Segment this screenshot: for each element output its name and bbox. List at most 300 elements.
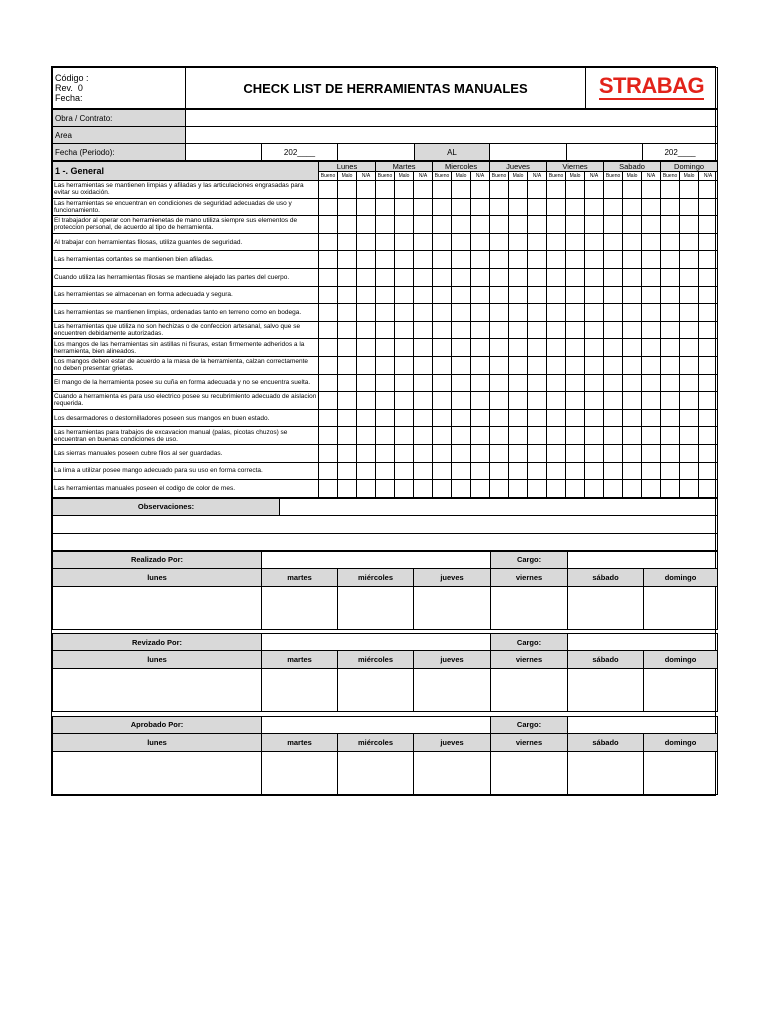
check-cell[interactable] — [338, 356, 357, 374]
check-cell[interactable] — [528, 409, 547, 427]
check-cell[interactable] — [623, 462, 642, 480]
check-cell[interactable] — [680, 462, 699, 480]
check-cell[interactable] — [661, 286, 680, 304]
check-cell[interactable] — [433, 216, 452, 234]
check-cell[interactable] — [566, 427, 585, 445]
check-cell[interactable] — [319, 444, 338, 462]
check-cell[interactable] — [376, 233, 395, 251]
check-cell[interactable] — [376, 356, 395, 374]
check-cell[interactable] — [661, 427, 680, 445]
check-cell[interactable] — [433, 321, 452, 339]
check-cell[interactable] — [623, 392, 642, 410]
check-cell[interactable] — [357, 216, 376, 234]
check-cell[interactable] — [623, 286, 642, 304]
check-cell[interactable] — [319, 198, 338, 216]
area-field[interactable] — [186, 127, 718, 144]
check-cell[interactable] — [452, 251, 471, 269]
signature-name-field[interactable] — [262, 716, 491, 733]
check-cell[interactable] — [414, 321, 433, 339]
check-cell[interactable] — [338, 409, 357, 427]
obra-field[interactable] — [186, 110, 718, 127]
check-cell[interactable] — [319, 480, 338, 498]
check-cell[interactable] — [395, 409, 414, 427]
signature-box[interactable] — [568, 751, 644, 794]
check-cell[interactable] — [566, 480, 585, 498]
check-cell[interactable] — [338, 462, 357, 480]
check-cell[interactable] — [547, 444, 566, 462]
signature-box[interactable] — [568, 669, 644, 712]
fecha-blank-4[interactable] — [567, 144, 643, 161]
check-cell[interactable] — [471, 339, 490, 357]
check-cell[interactable] — [509, 286, 528, 304]
check-cell[interactable] — [566, 181, 585, 199]
check-cell[interactable] — [414, 480, 433, 498]
check-cell[interactable] — [604, 268, 623, 286]
check-cell[interactable] — [490, 427, 509, 445]
check-cell[interactable] — [319, 233, 338, 251]
check-cell[interactable] — [623, 444, 642, 462]
check-cell[interactable] — [452, 321, 471, 339]
check-cell[interactable] — [566, 233, 585, 251]
check-cell[interactable] — [661, 392, 680, 410]
year-to[interactable]: 202____ — [643, 144, 718, 161]
check-cell[interactable] — [528, 233, 547, 251]
check-cell[interactable] — [547, 268, 566, 286]
check-cell[interactable] — [338, 374, 357, 392]
year-from[interactable]: 202____ — [262, 144, 338, 161]
check-cell[interactable] — [471, 409, 490, 427]
check-cell[interactable] — [528, 286, 547, 304]
check-cell[interactable] — [509, 427, 528, 445]
check-cell[interactable] — [528, 251, 547, 269]
cargo-field[interactable] — [568, 551, 718, 568]
check-cell[interactable] — [471, 286, 490, 304]
check-cell[interactable] — [338, 392, 357, 410]
check-cell[interactable] — [471, 251, 490, 269]
check-cell[interactable] — [357, 251, 376, 269]
check-cell[interactable] — [623, 181, 642, 199]
check-cell[interactable] — [680, 268, 699, 286]
check-cell[interactable] — [566, 374, 585, 392]
check-cell[interactable] — [528, 268, 547, 286]
check-cell[interactable] — [319, 216, 338, 234]
check-cell[interactable] — [509, 444, 528, 462]
check-cell[interactable] — [566, 409, 585, 427]
check-cell[interactable] — [395, 392, 414, 410]
check-cell[interactable] — [509, 181, 528, 199]
check-cell[interactable] — [471, 462, 490, 480]
check-cell[interactable] — [376, 251, 395, 269]
check-cell[interactable] — [680, 198, 699, 216]
check-cell[interactable] — [395, 233, 414, 251]
check-cell[interactable] — [376, 339, 395, 357]
check-cell[interactable] — [566, 339, 585, 357]
check-cell[interactable] — [699, 268, 718, 286]
check-cell[interactable] — [376, 321, 395, 339]
check-cell[interactable] — [528, 198, 547, 216]
check-cell[interactable] — [395, 339, 414, 357]
check-cell[interactable] — [414, 251, 433, 269]
check-cell[interactable] — [642, 480, 661, 498]
check-cell[interactable] — [414, 304, 433, 322]
check-cell[interactable] — [699, 409, 718, 427]
check-cell[interactable] — [661, 339, 680, 357]
check-cell[interactable] — [509, 392, 528, 410]
check-cell[interactable] — [509, 480, 528, 498]
check-cell[interactable] — [433, 374, 452, 392]
signature-box[interactable] — [338, 669, 414, 712]
check-cell[interactable] — [699, 321, 718, 339]
check-cell[interactable] — [528, 427, 547, 445]
signature-box[interactable] — [53, 669, 262, 712]
check-cell[interactable] — [623, 251, 642, 269]
check-cell[interactable] — [319, 304, 338, 322]
check-cell[interactable] — [452, 480, 471, 498]
check-cell[interactable] — [414, 462, 433, 480]
check-cell[interactable] — [642, 374, 661, 392]
check-cell[interactable] — [471, 356, 490, 374]
check-cell[interactable] — [566, 304, 585, 322]
check-cell[interactable] — [433, 251, 452, 269]
signature-box[interactable] — [491, 669, 568, 712]
cargo-field[interactable] — [568, 634, 718, 651]
check-cell[interactable] — [357, 480, 376, 498]
check-cell[interactable] — [680, 181, 699, 199]
check-cell[interactable] — [395, 268, 414, 286]
check-cell[interactable] — [509, 409, 528, 427]
signature-box[interactable] — [338, 751, 414, 794]
check-cell[interactable] — [680, 356, 699, 374]
check-cell[interactable] — [433, 181, 452, 199]
check-cell[interactable] — [623, 480, 642, 498]
signature-box[interactable] — [338, 586, 414, 629]
check-cell[interactable] — [623, 198, 642, 216]
check-cell[interactable] — [414, 233, 433, 251]
signature-box[interactable] — [568, 586, 644, 629]
check-cell[interactable] — [528, 392, 547, 410]
check-cell[interactable] — [585, 374, 604, 392]
check-cell[interactable] — [471, 216, 490, 234]
check-cell[interactable] — [547, 409, 566, 427]
check-cell[interactable] — [357, 444, 376, 462]
check-cell[interactable] — [528, 304, 547, 322]
check-cell[interactable] — [585, 427, 604, 445]
check-cell[interactable] — [433, 409, 452, 427]
check-cell[interactable] — [452, 268, 471, 286]
check-cell[interactable] — [395, 462, 414, 480]
signature-box[interactable] — [262, 586, 338, 629]
check-cell[interactable] — [490, 444, 509, 462]
check-cell[interactable] — [414, 409, 433, 427]
check-cell[interactable] — [509, 339, 528, 357]
check-cell[interactable] — [376, 181, 395, 199]
check-cell[interactable] — [357, 462, 376, 480]
check-cell[interactable] — [395, 286, 414, 304]
signature-box[interactable] — [262, 669, 338, 712]
check-cell[interactable] — [642, 251, 661, 269]
signature-box[interactable] — [53, 751, 262, 794]
check-cell[interactable] — [509, 198, 528, 216]
check-cell[interactable] — [585, 444, 604, 462]
check-cell[interactable] — [376, 268, 395, 286]
check-cell[interactable] — [509, 268, 528, 286]
check-cell[interactable] — [414, 392, 433, 410]
check-cell[interactable] — [680, 251, 699, 269]
check-cell[interactable] — [661, 268, 680, 286]
check-cell[interactable] — [585, 181, 604, 199]
check-cell[interactable] — [509, 374, 528, 392]
check-cell[interactable] — [414, 268, 433, 286]
check-cell[interactable] — [661, 233, 680, 251]
check-cell[interactable] — [680, 339, 699, 357]
check-cell[interactable] — [471, 427, 490, 445]
check-cell[interactable] — [471, 392, 490, 410]
check-cell[interactable] — [395, 251, 414, 269]
check-cell[interactable] — [585, 216, 604, 234]
check-cell[interactable] — [623, 268, 642, 286]
check-cell[interactable] — [528, 444, 547, 462]
check-cell[interactable] — [604, 444, 623, 462]
check-cell[interactable] — [490, 356, 509, 374]
check-cell[interactable] — [471, 233, 490, 251]
check-cell[interactable] — [452, 233, 471, 251]
check-cell[interactable] — [357, 198, 376, 216]
check-cell[interactable] — [490, 409, 509, 427]
check-cell[interactable] — [680, 409, 699, 427]
check-cell[interactable] — [433, 462, 452, 480]
check-cell[interactable] — [452, 304, 471, 322]
observations-field-2[interactable] — [53, 515, 718, 533]
signature-box[interactable] — [262, 751, 338, 794]
check-cell[interactable] — [642, 427, 661, 445]
check-cell[interactable] — [642, 409, 661, 427]
signature-name-field[interactable] — [262, 551, 491, 568]
check-cell[interactable] — [357, 339, 376, 357]
check-cell[interactable] — [376, 409, 395, 427]
check-cell[interactable] — [661, 216, 680, 234]
check-cell[interactable] — [680, 427, 699, 445]
check-cell[interactable] — [338, 321, 357, 339]
signature-box[interactable] — [644, 586, 718, 629]
check-cell[interactable] — [357, 409, 376, 427]
check-cell[interactable] — [376, 480, 395, 498]
check-cell[interactable] — [509, 216, 528, 234]
check-cell[interactable] — [433, 268, 452, 286]
check-cell[interactable] — [661, 374, 680, 392]
check-cell[interactable] — [566, 198, 585, 216]
fecha-blank-3[interactable] — [490, 144, 567, 161]
check-cell[interactable] — [338, 198, 357, 216]
check-cell[interactable] — [642, 181, 661, 199]
check-cell[interactable] — [528, 339, 547, 357]
check-cell[interactable] — [338, 427, 357, 445]
check-cell[interactable] — [509, 462, 528, 480]
signature-box[interactable] — [491, 751, 568, 794]
check-cell[interactable] — [490, 480, 509, 498]
check-cell[interactable] — [585, 339, 604, 357]
check-cell[interactable] — [699, 233, 718, 251]
check-cell[interactable] — [414, 374, 433, 392]
check-cell[interactable] — [471, 480, 490, 498]
check-cell[interactable] — [642, 321, 661, 339]
check-cell[interactable] — [452, 181, 471, 199]
check-cell[interactable] — [604, 233, 623, 251]
check-cell[interactable] — [642, 304, 661, 322]
check-cell[interactable] — [433, 233, 452, 251]
check-cell[interactable] — [338, 181, 357, 199]
check-cell[interactable] — [528, 321, 547, 339]
check-cell[interactable] — [680, 304, 699, 322]
check-cell[interactable] — [566, 356, 585, 374]
check-cell[interactable] — [414, 216, 433, 234]
check-cell[interactable] — [642, 268, 661, 286]
check-cell[interactable] — [471, 444, 490, 462]
cargo-field[interactable] — [568, 716, 718, 733]
check-cell[interactable] — [452, 462, 471, 480]
check-cell[interactable] — [661, 462, 680, 480]
check-cell[interactable] — [661, 444, 680, 462]
check-cell[interactable] — [395, 321, 414, 339]
check-cell[interactable] — [680, 216, 699, 234]
check-cell[interactable] — [452, 198, 471, 216]
check-cell[interactable] — [680, 321, 699, 339]
check-cell[interactable] — [585, 286, 604, 304]
check-cell[interactable] — [338, 304, 357, 322]
observations-field-1[interactable] — [280, 498, 718, 515]
check-cell[interactable] — [319, 427, 338, 445]
check-cell[interactable] — [547, 251, 566, 269]
check-cell[interactable] — [699, 427, 718, 445]
check-cell[interactable] — [338, 286, 357, 304]
check-cell[interactable] — [604, 409, 623, 427]
check-cell[interactable] — [642, 198, 661, 216]
check-cell[interactable] — [338, 216, 357, 234]
check-cell[interactable] — [604, 462, 623, 480]
check-cell[interactable] — [585, 409, 604, 427]
signature-box[interactable] — [414, 751, 491, 794]
check-cell[interactable] — [566, 216, 585, 234]
check-cell[interactable] — [471, 304, 490, 322]
check-cell[interactable] — [547, 392, 566, 410]
check-cell[interactable] — [319, 409, 338, 427]
check-cell[interactable] — [585, 321, 604, 339]
check-cell[interactable] — [357, 374, 376, 392]
check-cell[interactable] — [642, 286, 661, 304]
check-cell[interactable] — [452, 444, 471, 462]
check-cell[interactable] — [623, 216, 642, 234]
check-cell[interactable] — [490, 392, 509, 410]
check-cell[interactable] — [490, 251, 509, 269]
check-cell[interactable] — [452, 374, 471, 392]
check-cell[interactable] — [604, 356, 623, 374]
check-cell[interactable] — [585, 304, 604, 322]
check-cell[interactable] — [471, 374, 490, 392]
check-cell[interactable] — [604, 339, 623, 357]
check-cell[interactable] — [547, 233, 566, 251]
check-cell[interactable] — [623, 339, 642, 357]
check-cell[interactable] — [604, 321, 623, 339]
check-cell[interactable] — [680, 480, 699, 498]
observations-field-3[interactable] — [53, 533, 718, 550]
check-cell[interactable] — [604, 251, 623, 269]
signature-box[interactable] — [414, 669, 491, 712]
check-cell[interactable] — [680, 444, 699, 462]
signature-box[interactable] — [491, 586, 568, 629]
check-cell[interactable] — [528, 216, 547, 234]
check-cell[interactable] — [566, 286, 585, 304]
check-cell[interactable] — [528, 480, 547, 498]
check-cell[interactable] — [528, 181, 547, 199]
check-cell[interactable] — [319, 251, 338, 269]
check-cell[interactable] — [699, 251, 718, 269]
check-cell[interactable] — [490, 321, 509, 339]
check-cell[interactable] — [376, 286, 395, 304]
check-cell[interactable] — [319, 356, 338, 374]
check-cell[interactable] — [699, 462, 718, 480]
check-cell[interactable] — [319, 339, 338, 357]
check-cell[interactable] — [433, 286, 452, 304]
check-cell[interactable] — [319, 268, 338, 286]
check-cell[interactable] — [357, 286, 376, 304]
check-cell[interactable] — [471, 268, 490, 286]
check-cell[interactable] — [661, 198, 680, 216]
check-cell[interactable] — [547, 304, 566, 322]
fecha-blank-1[interactable] — [186, 144, 262, 161]
check-cell[interactable] — [699, 286, 718, 304]
check-cell[interactable] — [623, 304, 642, 322]
check-cell[interactable] — [376, 427, 395, 445]
signature-box[interactable] — [644, 669, 718, 712]
check-cell[interactable] — [623, 356, 642, 374]
check-cell[interactable] — [547, 286, 566, 304]
check-cell[interactable] — [490, 268, 509, 286]
check-cell[interactable] — [338, 339, 357, 357]
check-cell[interactable] — [661, 251, 680, 269]
check-cell[interactable] — [490, 286, 509, 304]
check-cell[interactable] — [376, 304, 395, 322]
check-cell[interactable] — [547, 356, 566, 374]
check-cell[interactable] — [395, 480, 414, 498]
check-cell[interactable] — [433, 356, 452, 374]
check-cell[interactable] — [699, 356, 718, 374]
check-cell[interactable] — [509, 304, 528, 322]
check-cell[interactable] — [585, 480, 604, 498]
check-cell[interactable] — [566, 268, 585, 286]
check-cell[interactable] — [490, 462, 509, 480]
check-cell[interactable] — [433, 444, 452, 462]
check-cell[interactable] — [490, 374, 509, 392]
check-cell[interactable] — [414, 181, 433, 199]
check-cell[interactable] — [376, 392, 395, 410]
check-cell[interactable] — [471, 198, 490, 216]
check-cell[interactable] — [433, 427, 452, 445]
signature-box[interactable] — [644, 751, 718, 794]
check-cell[interactable] — [585, 356, 604, 374]
check-cell[interactable] — [433, 480, 452, 498]
check-cell[interactable] — [452, 427, 471, 445]
check-cell[interactable] — [604, 198, 623, 216]
check-cell[interactable] — [414, 286, 433, 304]
check-cell[interactable] — [585, 251, 604, 269]
check-cell[interactable] — [566, 444, 585, 462]
check-cell[interactable] — [490, 339, 509, 357]
check-cell[interactable] — [395, 198, 414, 216]
check-cell[interactable] — [338, 268, 357, 286]
check-cell[interactable] — [395, 356, 414, 374]
check-cell[interactable] — [623, 233, 642, 251]
check-cell[interactable] — [585, 392, 604, 410]
check-cell[interactable] — [547, 480, 566, 498]
